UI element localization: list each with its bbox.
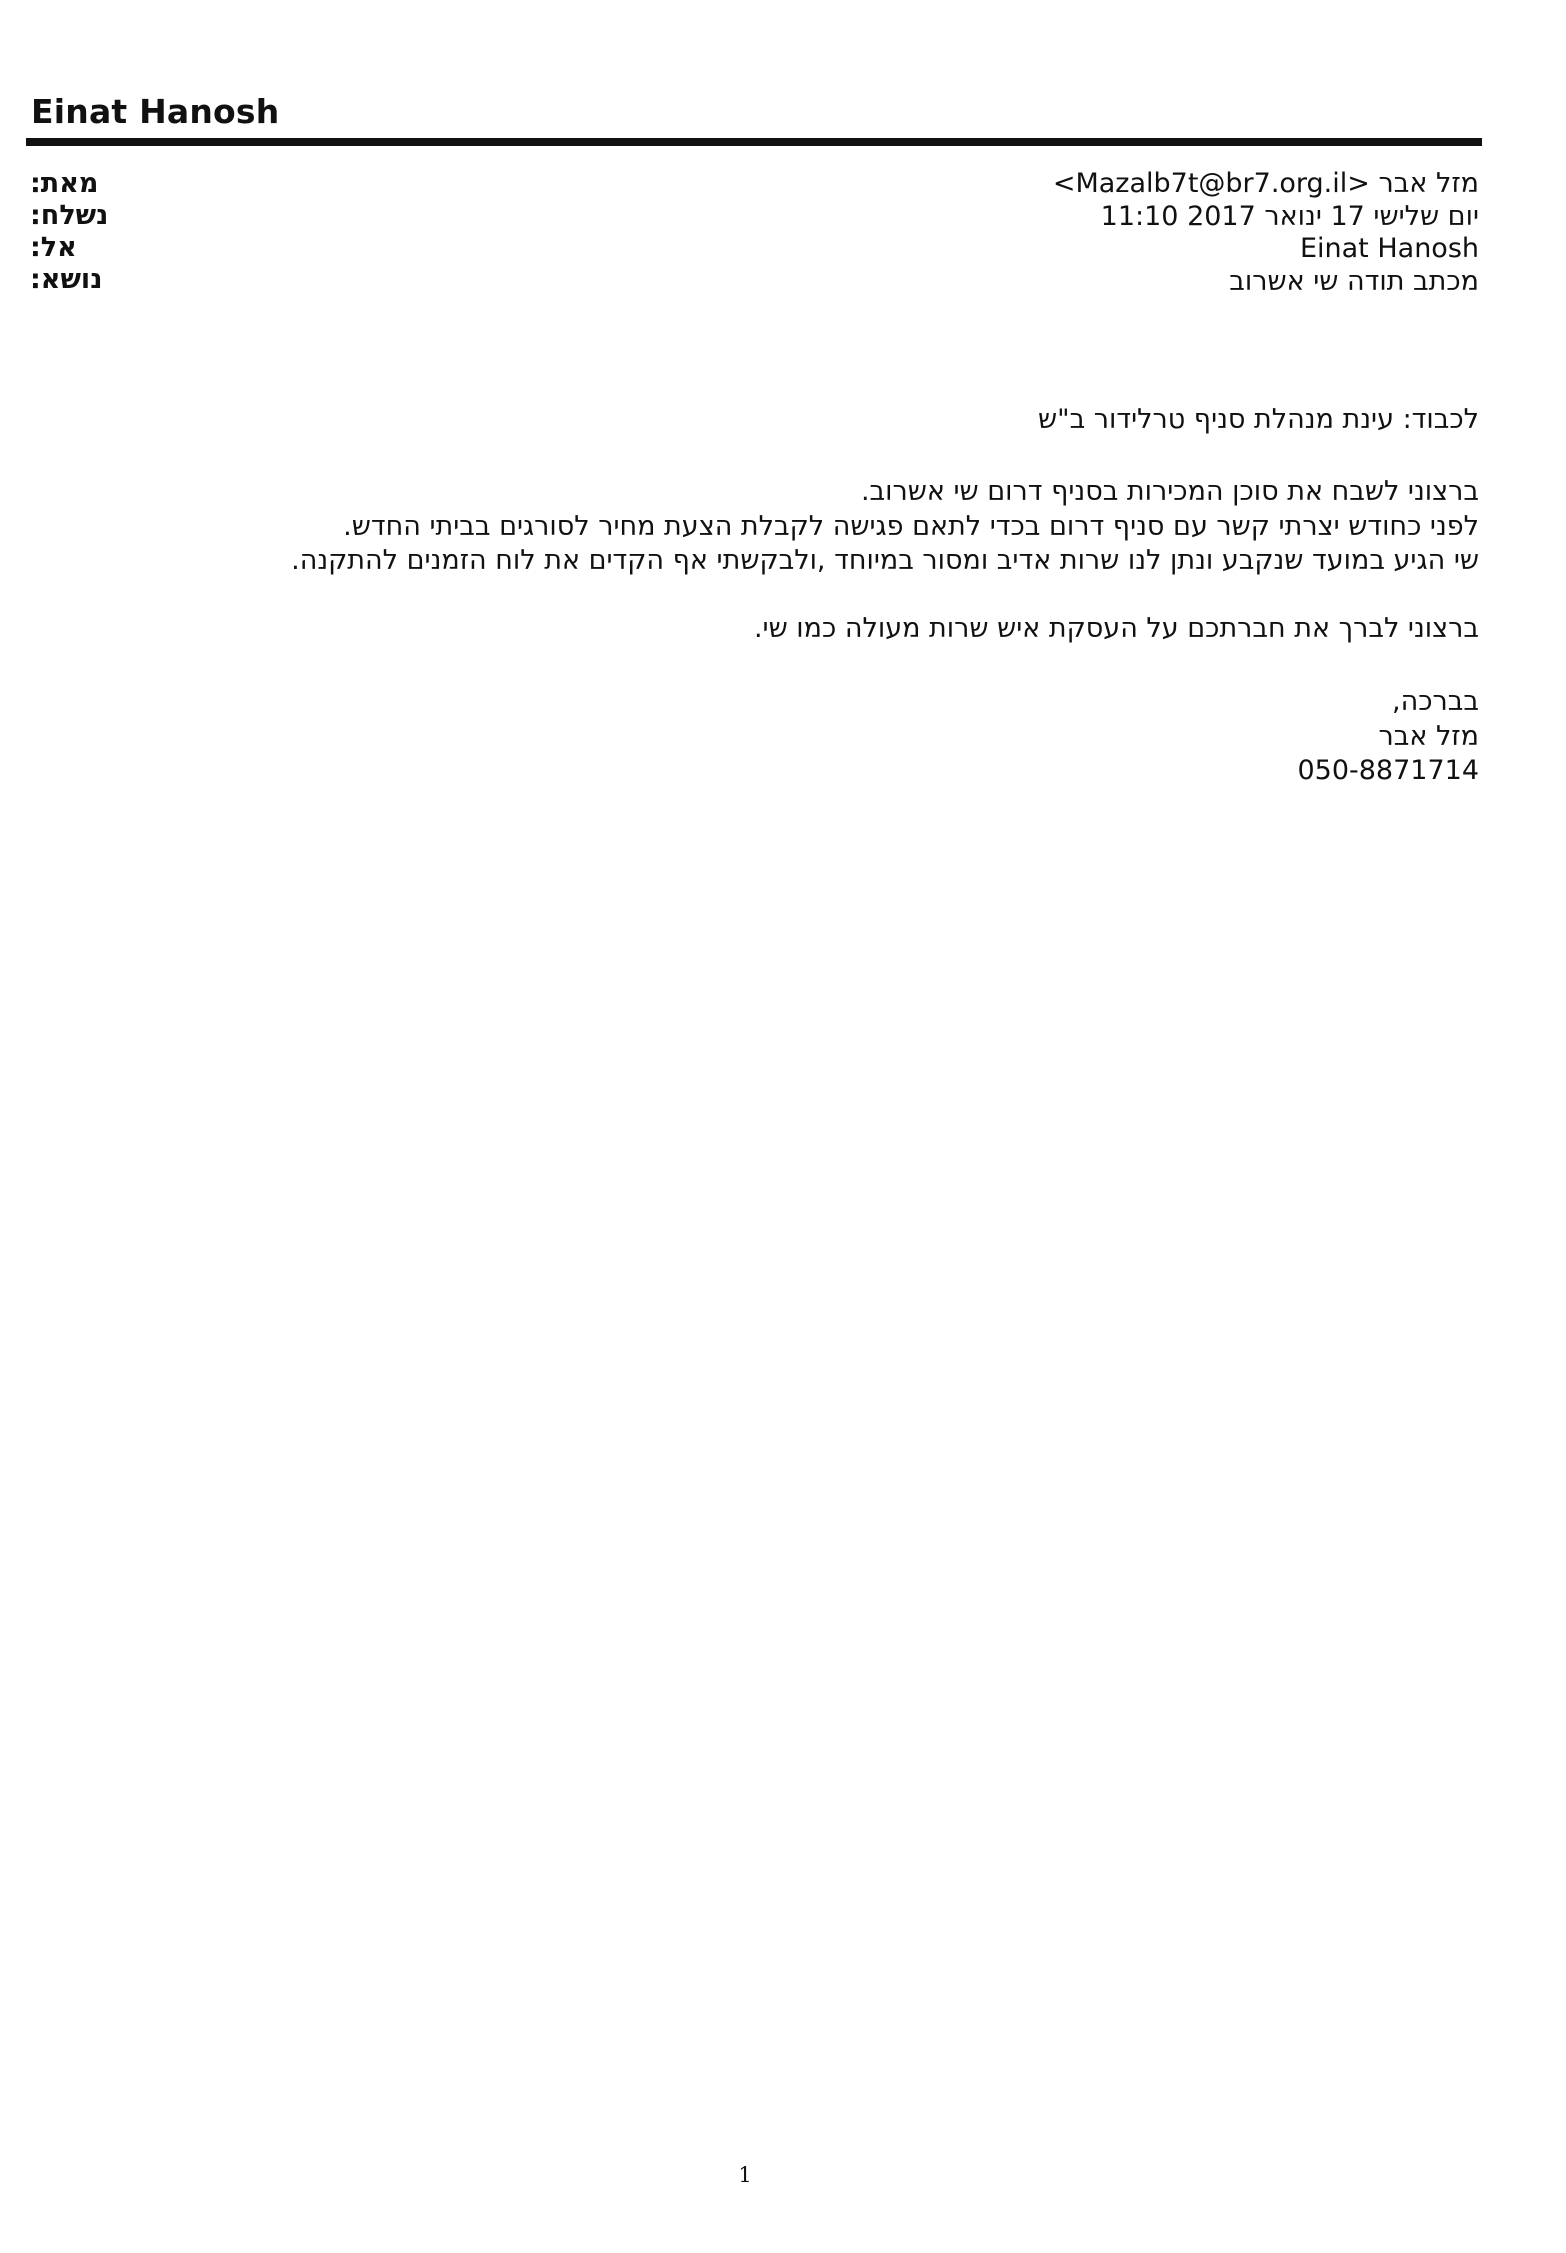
subject-label: נושא: <box>30 264 103 295</box>
sent-label: נשלח: <box>30 200 109 231</box>
signature-closing: בברכה, <box>1392 686 1479 717</box>
paragraph-line: לפני כחודש יצרתי קשר עם סניף דרום בכדי לתאם פגישה לקבלת הצעת מחיר לסורגים בביתי החדש. <box>343 510 1479 542</box>
letter-paragraph-1 <box>179 475 1479 579</box>
document-header-name: Einat Hanosh <box>31 92 280 131</box>
letter-signature <box>179 685 1479 789</box>
header-divider <box>26 138 1482 146</box>
to-value: Einat Hanosh <box>1299 233 1479 264</box>
email-meta-values <box>579 168 1479 298</box>
letter-salutation <box>179 403 1479 438</box>
signature-phone: 050-8871714 <box>1297 755 1479 786</box>
sent-value: יום שלישי 17 ינואר 2017 11:10 <box>1100 200 1479 232</box>
email-meta-labels <box>30 168 190 296</box>
paragraph-line: שי הגיע במועד שנקבע ונתן לנו שרות אדיב ומסור במיוחד ,ולבקשתי אף הקדים את לוח הזמנים להתקנה. <box>291 545 1479 576</box>
from-label: מאת: <box>30 168 99 199</box>
page-number: 1 <box>738 2163 752 2187</box>
letter-paragraph-2 <box>179 612 1479 647</box>
salutation-line: לכבוד: עינת מנהלת סניף טרלידור ב"ש <box>1038 404 1479 435</box>
from-value: מזל אבר <Mazalb7t@br7.org.il> <box>1052 168 1479 199</box>
signature-name: מזל אבר <box>1378 720 1479 752</box>
subject-value: מכתב תודה שי אשרוב <box>1229 265 1479 297</box>
to-label: אל: <box>30 232 77 263</box>
paragraph-line: ברצוני לברך את חברתכם על העסקת איש שרות מעולה כמו שי. <box>753 613 1479 644</box>
paragraph-line: ברצוני לשבח את סוכן המכירות בסניף דרום שי אשרוב. <box>860 476 1479 507</box>
